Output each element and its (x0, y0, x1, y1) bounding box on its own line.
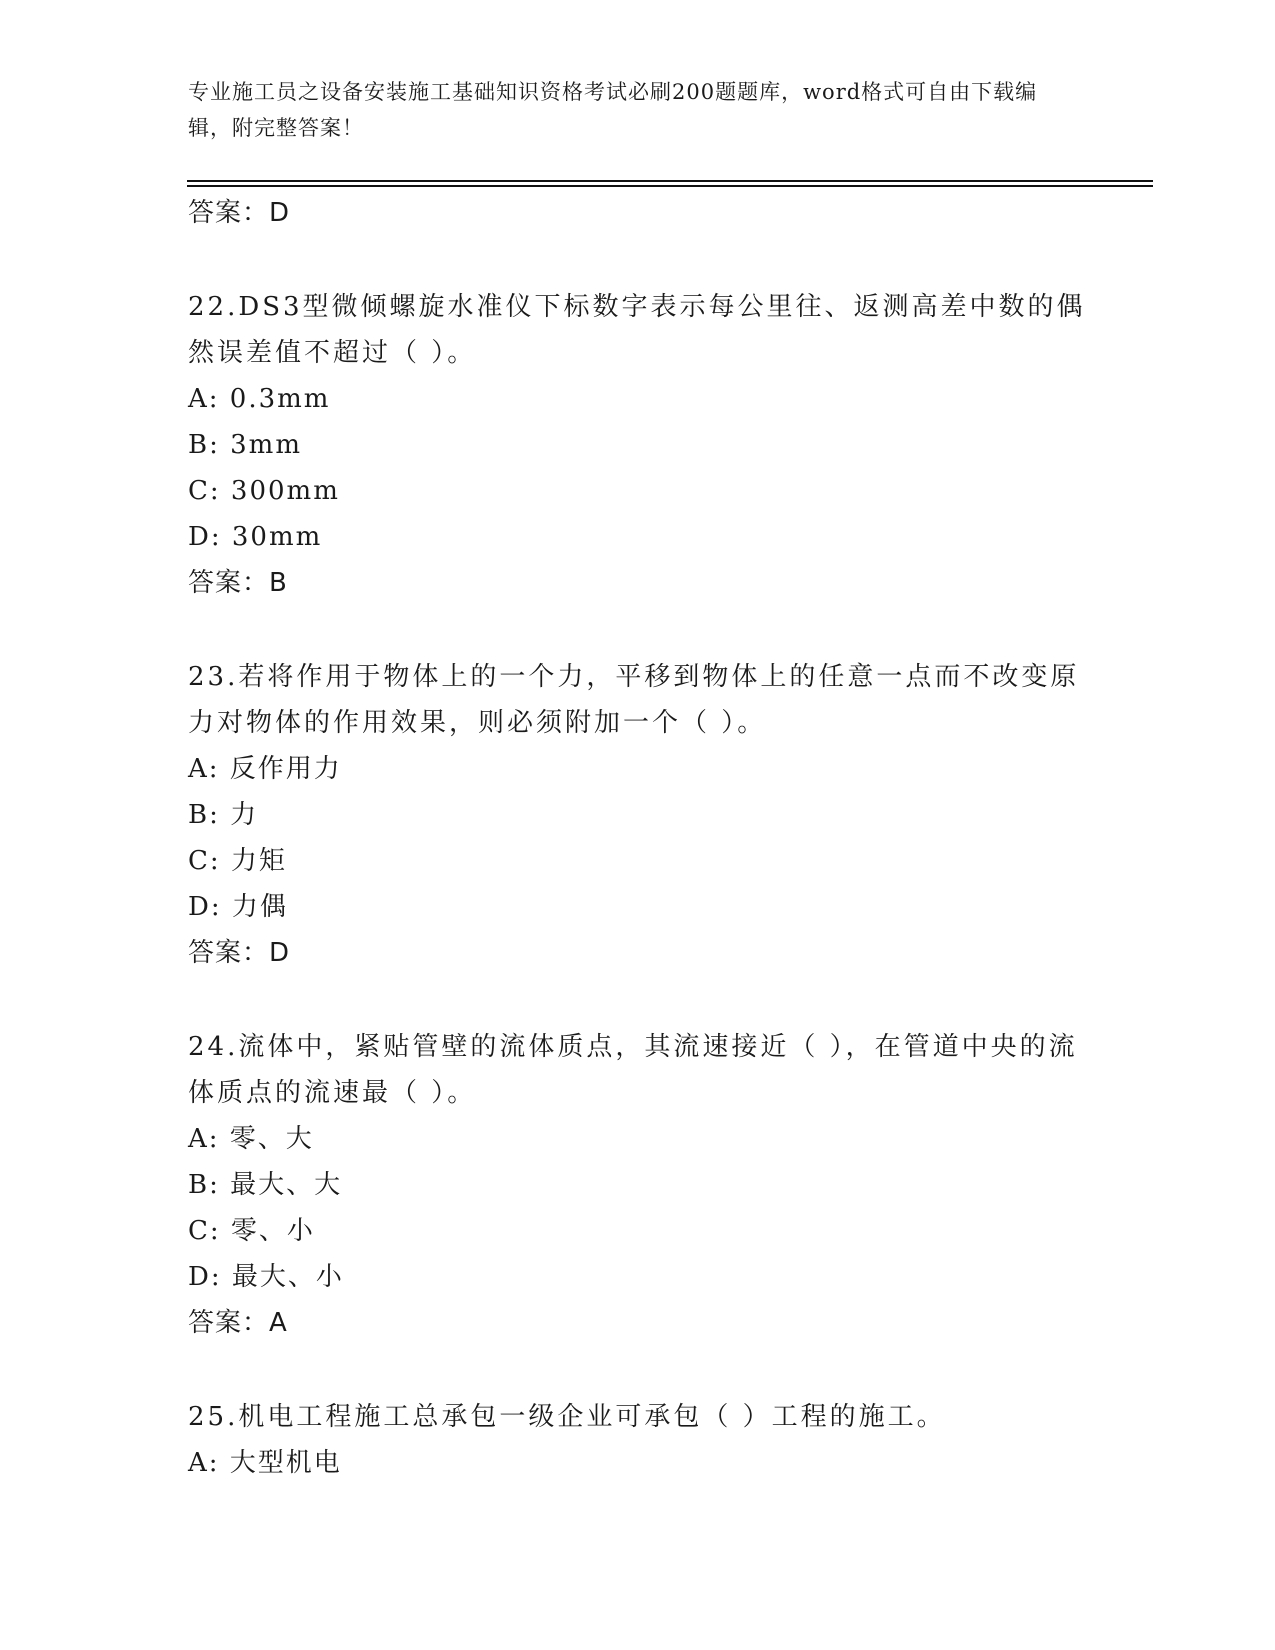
answer-line: 答案：D (188, 938, 291, 968)
option-b: B: 最大、大 (188, 1170, 343, 1200)
question-text: 22.DS3型微倾螺旋水准仪下标数字表示每公里往、返测高差中数的偶然误差值不超过（ ）。 (188, 292, 1086, 368)
option-d: D: 力偶 (188, 892, 288, 922)
answer-line: 答案：D (188, 198, 291, 228)
option-c: C: 力矩 (188, 846, 287, 876)
question-block (188, 284, 1088, 606)
option-a: A: 大型机电 (188, 1448, 342, 1478)
question-text: 25.机电工程施工总承包一级企业可承包（ ）工程的施工。 (188, 1402, 946, 1432)
question-text: 23.若将作用于物体上的一个力，平移到物体上的任意一点而不改变原力对物体的作用效果，则必须附加一个（ ）。 (188, 662, 1080, 738)
option-a: A: 零、大 (188, 1124, 314, 1154)
option-c: C: 零、小 (188, 1216, 315, 1246)
option-a: A: 反作用力 (188, 754, 342, 784)
option-d: D: 30mm (188, 522, 323, 552)
option-a: A: 0.3mm (188, 384, 331, 414)
option-c: C: 300mm (188, 476, 340, 506)
question-text: 24.流体中，紧贴管壁的流体质点，其流速接近（ ），在管道中央的流体质点的流速最（ ）。 (188, 1032, 1078, 1108)
option-b: B: 3mm (188, 430, 302, 460)
answer-line: 答案：B (188, 568, 288, 598)
option-b: B: 力 (188, 800, 259, 830)
header-rule-bottom (187, 185, 1153, 187)
document-header: 专业施工员之设备安装施工基础知识资格考试必刷200题题库，word格式可自由下载编辑，附完整答案！ (188, 80, 1038, 140)
question-block (188, 654, 1088, 976)
question-block (188, 1394, 1088, 1486)
option-d: D: 最大、小 (188, 1262, 344, 1292)
header-rule-top (187, 180, 1153, 182)
question-list (188, 190, 1088, 1486)
answer-line: 答案：A (188, 1308, 288, 1338)
question-block (188, 1024, 1088, 1346)
